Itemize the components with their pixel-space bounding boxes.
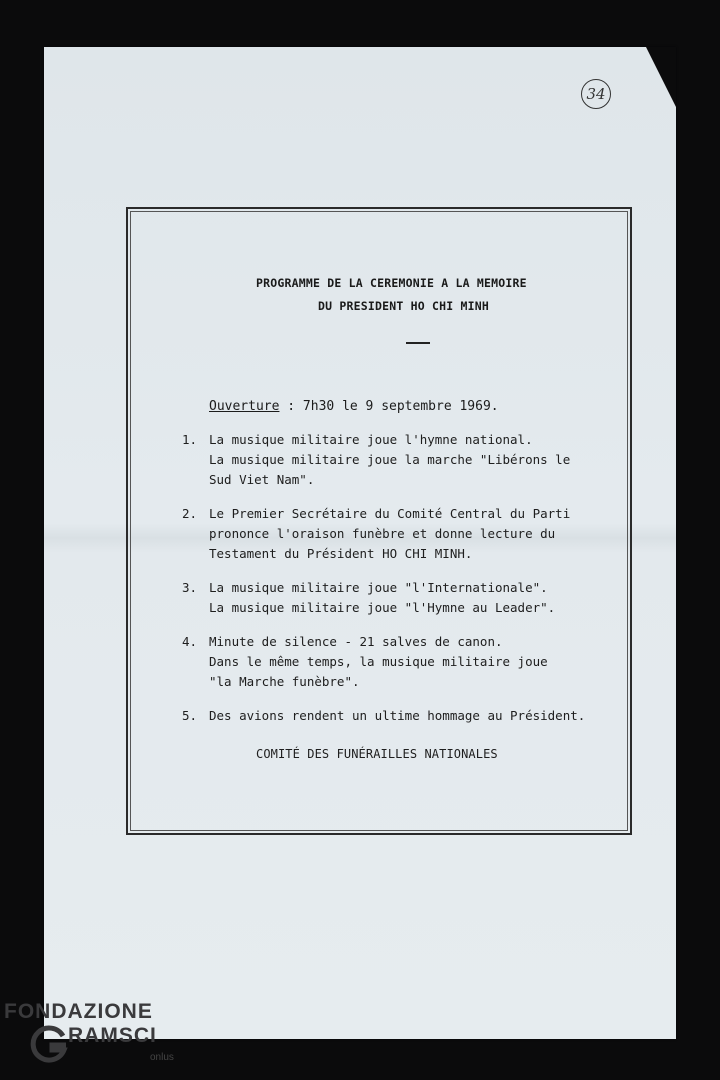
programme-item [182,706,602,726]
programme-item [182,578,602,618]
document-title [256,276,576,313]
item-line: prononce l'oraison funèbre et donne lecture du [209,526,556,541]
item-line: Minute de silence - 21 salves de canon. [209,634,503,649]
opening-label: Ouverture [209,399,280,414]
item-line: Le Premier Secrétaire du Comité Central du Parti [209,506,571,521]
item-number: 4. [182,634,198,649]
item-number: 3. [182,580,198,595]
item-line: La musique militaire joue la marche "Libérons le [209,452,571,467]
page-number: 34 [581,79,611,109]
title-divider [406,342,430,344]
page-corner [646,47,676,107]
title-line-1: PROGRAMME DE LA CEREMONIE A LA MEMOIRE [256,276,527,290]
logo-line-1: FONDAZIONE [4,1000,153,1023]
signature: COMITÉ DES FUNÉRAILLES NATIONALES [256,747,498,761]
item-number: 2. [182,506,198,521]
programme-item [182,430,602,490]
item-line: Sud Viet Nam". [209,472,315,487]
item-line: La musique militaire joue "l'Hymne au Leader". [209,600,556,615]
opening-text: : 7h30 le 9 septembre 1969. [279,399,499,414]
programme-list [182,430,602,726]
logo-sub: onlus [150,1052,174,1063]
item-line: "la Marche funèbre". [209,674,360,689]
item-line: La musique militaire joue l'hymne national. [209,432,533,447]
item-line: La musique militaire joue "l'Internationale". [209,580,548,595]
logo-line-2: RAMSCI [68,1024,157,1047]
watermark-logo [4,1000,204,1080]
opening-line [209,399,499,414]
title-line-2: DU PRESIDENT HO CHI MINH [318,299,489,313]
item-line: Testament du Président HO CHI MINH. [209,546,473,561]
logo-g-icon [30,1024,70,1064]
programme-item [182,632,602,692]
item-number: 1. [182,432,198,447]
item-line: Dans le même temps, la musique militaire joue [209,654,548,669]
item-number: 5. [182,708,198,723]
programme-item [182,504,602,564]
item-line: Des avions rendent un ultime hommage au Président. [209,708,586,723]
